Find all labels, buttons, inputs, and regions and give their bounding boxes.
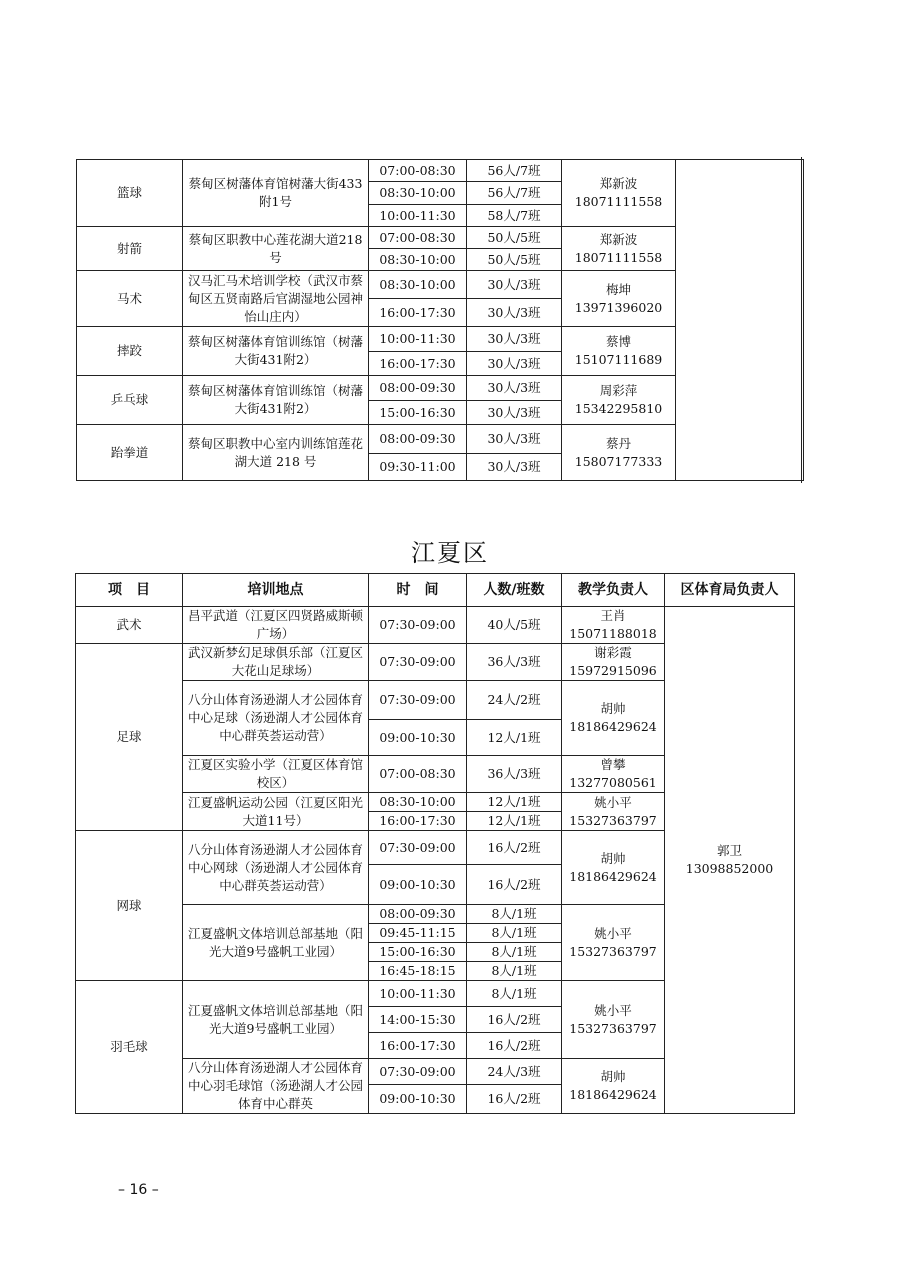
- contact-name: 周彩萍: [599, 383, 638, 398]
- contact-phone: 15107111689: [574, 352, 663, 367]
- size-cell: 50人/5班: [467, 227, 562, 249]
- contact-phone: 18186429624: [569, 1087, 657, 1102]
- table-row: [76, 607, 795, 644]
- contact-cell: [562, 376, 676, 425]
- size-cell: 12人/1班: [467, 720, 562, 756]
- contact-cell: [562, 607, 665, 644]
- size-cell: 56人/7班: [467, 160, 562, 182]
- contact-phone: 18186429624: [569, 719, 657, 734]
- contact-phone: 15972915096: [569, 663, 657, 678]
- place-cell: 八分山体育汤逊湖人才公园体育中心网球（汤逊湖人才公园体育中心群英荟运动营）: [183, 831, 369, 905]
- size-cell: 16人/2班: [467, 865, 562, 905]
- size-cell: 8人/1班: [467, 981, 562, 1007]
- place-cell: 武汉新梦幻足球俱乐部（江夏区大花山足球场）: [183, 644, 369, 681]
- size-cell: 30人/3班: [467, 299, 562, 327]
- place-cell: 江夏盛帆文体培训总部基地（阳光大道9号盛帆工业园）: [183, 981, 369, 1059]
- time-cell: 09:00-10:30: [369, 865, 467, 905]
- contact-cell: [562, 793, 665, 831]
- time-cell: 08:30-10:00: [369, 271, 467, 299]
- time-cell: 07:30-09:00: [369, 831, 467, 865]
- place-cell: 汉马汇马术培训学校（武汉市蔡甸区五贤南路后官湖湿地公园神怡山庄内）: [183, 271, 369, 327]
- size-cell: 30人/3班: [467, 327, 562, 352]
- header-row: [76, 574, 795, 607]
- time-cell: 10:00-11:30: [369, 205, 467, 227]
- contact-cell: [562, 981, 665, 1059]
- place-cell: 江夏盛帆运动公园（江夏区阳光大道11号）: [183, 793, 369, 831]
- size-cell: 16人/2班: [467, 1007, 562, 1033]
- contact-name: 郑新波: [599, 176, 638, 191]
- time-cell: 10:00-11:30: [369, 327, 467, 352]
- contact-name: 姚小平: [594, 925, 632, 941]
- district-contact-blank: [676, 160, 804, 481]
- time-cell: 15:00-16:30: [369, 401, 467, 425]
- time-cell: 16:45-18:15: [369, 962, 467, 981]
- size-cell: 8人/1班: [467, 905, 562, 924]
- size-cell: 8人/1班: [467, 943, 562, 962]
- sport-cell: 马术: [77, 271, 183, 327]
- header-time: 时 间: [369, 574, 467, 607]
- time-cell: 16:00-17:30: [369, 1033, 467, 1059]
- page-number: – 16 –: [118, 1182, 159, 1198]
- district-contact-phone: 13098852000: [685, 861, 774, 876]
- header-place: 培训地点: [183, 574, 369, 607]
- time-cell: 08:30-10:00: [369, 793, 467, 812]
- time-cell: 09:30-11:00: [369, 454, 467, 481]
- header-teacher: 教学负责人: [562, 574, 665, 607]
- place-cell: 八分山体育汤逊湖人才公园体育中心足球（汤逊湖人才公园体育中心群英荟运动营）: [183, 681, 369, 756]
- time-cell: 07:30-09:00: [369, 1059, 467, 1085]
- size-cell: 36人/3班: [467, 644, 562, 681]
- contact-cell: [562, 831, 665, 905]
- size-cell: 12人/1班: [467, 812, 562, 831]
- sport-cell: 武术: [76, 607, 183, 644]
- place-cell: 八分山体育汤逊湖人才公园体育中心羽毛球馆（汤逊湖人才公园体育中心群英: [183, 1059, 369, 1114]
- header-sport: 项 目: [76, 574, 183, 607]
- contact-cell: [562, 756, 665, 793]
- place-cell: 蔡甸区职教中心室内训练馆莲花湖大道 218 号: [183, 425, 369, 481]
- size-cell: 30人/3班: [467, 271, 562, 299]
- contact-phone: 15342295810: [574, 401, 663, 416]
- time-cell: 07:30-09:00: [369, 644, 467, 681]
- header-size: 人数/班数: [467, 574, 562, 607]
- size-cell: 30人/3班: [467, 401, 562, 425]
- sport-cell: 篮球: [77, 160, 183, 227]
- contact-name: 谢彩霞: [594, 645, 632, 660]
- size-cell: 8人/1班: [467, 924, 562, 943]
- time-cell: 16:00-17:30: [369, 352, 467, 376]
- time-cell: 09:45-11:15: [369, 924, 467, 943]
- size-cell: 50人/5班: [467, 249, 562, 271]
- place-cell: 蔡甸区职教中心莲花湖大道218号: [183, 227, 369, 271]
- contact-cell: [562, 227, 676, 271]
- contact-name: 胡帅: [600, 1069, 626, 1084]
- district-contact-cell: [665, 607, 795, 1114]
- size-cell: 30人/3班: [467, 454, 562, 481]
- contact-cell: [562, 644, 665, 681]
- contact-phone: 15327363797: [569, 943, 657, 959]
- time-cell: 16:00-17:30: [369, 812, 467, 831]
- sport-cell: 射箭: [77, 227, 183, 271]
- place-cell: 昌平武道（江夏区四贤路威斯顿广场）: [183, 607, 369, 644]
- contact-phone: 18186429624: [569, 868, 657, 884]
- sport-cell: 羽毛球: [76, 981, 183, 1114]
- contact-cell: [562, 681, 665, 756]
- contact-phone: 15327363797: [569, 812, 657, 828]
- sport-cell: 网球: [76, 831, 183, 981]
- size-cell: 8人/1班: [467, 962, 562, 981]
- time-cell: 07:00-08:30: [369, 756, 467, 793]
- time-cell: 09:00-10:30: [369, 720, 467, 756]
- contact-phone: 13971396020: [574, 299, 663, 315]
- contact-name: 蔡博: [605, 334, 631, 349]
- time-cell: 09:00-10:30: [369, 1085, 467, 1114]
- time-cell: 07:30-09:00: [369, 681, 467, 720]
- section-title: 江夏区: [411, 539, 489, 567]
- size-cell: 12人/1班: [467, 793, 562, 812]
- sport-cell: 摔跤: [77, 327, 183, 376]
- contact-name: 郑新波: [599, 231, 638, 247]
- size-cell: 56人/7班: [467, 182, 562, 205]
- size-cell: 16人/2班: [467, 1033, 562, 1059]
- contact-phone: 18071111558: [574, 194, 663, 209]
- contact-cell: [562, 327, 676, 376]
- time-cell: 07:00-08:30: [369, 227, 467, 249]
- time-cell: 07:30-09:00: [369, 607, 467, 644]
- sport-cell: 乒乓球: [77, 376, 183, 425]
- caidian-table: [76, 159, 804, 481]
- contact-name: 姚小平: [594, 1002, 632, 1018]
- contact-name: 蔡丹: [605, 435, 631, 451]
- size-cell: 16人/2班: [467, 1085, 562, 1114]
- size-cell: 30人/3班: [467, 425, 562, 454]
- table-row: [77, 160, 804, 182]
- time-cell: 08:30-10:00: [369, 182, 467, 205]
- sport-cell: 跆拳道: [77, 425, 183, 481]
- contact-name: 姚小平: [594, 794, 632, 810]
- time-cell: 08:00-09:30: [369, 905, 467, 924]
- contact-name: 胡帅: [600, 701, 626, 716]
- contact-cell: [562, 271, 676, 327]
- size-cell: 24人/3班: [467, 1059, 562, 1085]
- contact-phone: 13277080561: [569, 775, 657, 790]
- sport-cell: 足球: [76, 644, 183, 831]
- time-cell: 16:00-17:30: [369, 299, 467, 327]
- time-cell: 08:30-10:00: [369, 249, 467, 271]
- place-cell: 蔡甸区树藩体育馆树藩大街433附1号: [183, 160, 369, 227]
- contact-cell: [562, 160, 676, 227]
- size-cell: 30人/3班: [467, 376, 562, 401]
- contact-cell: [562, 1059, 665, 1114]
- contact-name: 曾攀: [600, 757, 626, 772]
- contact-phone: 18071111558: [574, 249, 663, 265]
- contact-cell: [562, 905, 665, 981]
- header-district-contact: 区体育局负责人: [665, 574, 795, 607]
- contact-phone: 15071188018: [569, 626, 657, 641]
- time-cell: 08:00-09:30: [369, 425, 467, 454]
- contact-phone: 15807177333: [574, 453, 663, 469]
- contact-name: 胡帅: [600, 850, 626, 866]
- district-contact-name: 郭卫: [716, 843, 742, 858]
- time-cell: 14:00-15:30: [369, 1007, 467, 1033]
- contact-name: 梅坤: [605, 281, 631, 297]
- size-cell: 58人/7班: [467, 205, 562, 227]
- time-cell: 15:00-16:30: [369, 943, 467, 962]
- contact-phone: 15327363797: [569, 1020, 657, 1036]
- time-cell: 10:00-11:30: [369, 981, 467, 1007]
- contact-name: 王肖: [600, 608, 626, 623]
- time-cell: 08:00-09:30: [369, 376, 467, 401]
- place-cell: 江夏盛帆文体培训总部基地（阳光大道9号盛帆工业园）: [183, 905, 369, 981]
- size-cell: 16人/2班: [467, 831, 562, 865]
- size-cell: 24人/2班: [467, 681, 562, 720]
- place-cell: 蔡甸区树藩体育馆训练馆（树藩大街431附2）: [183, 376, 369, 425]
- place-cell: 江夏区实验小学（江夏区体育馆校区）: [183, 756, 369, 793]
- size-cell: 40人/5班: [467, 607, 562, 644]
- contact-cell: [562, 425, 676, 481]
- time-cell: 07:00-08:30: [369, 160, 467, 182]
- place-cell: 蔡甸区树藩体育馆训练馆（树藩大街431附2）: [183, 327, 369, 376]
- size-cell: 30人/3班: [467, 352, 562, 376]
- size-cell: 36人/3班: [467, 756, 562, 793]
- jiangxia-table: [75, 573, 795, 1114]
